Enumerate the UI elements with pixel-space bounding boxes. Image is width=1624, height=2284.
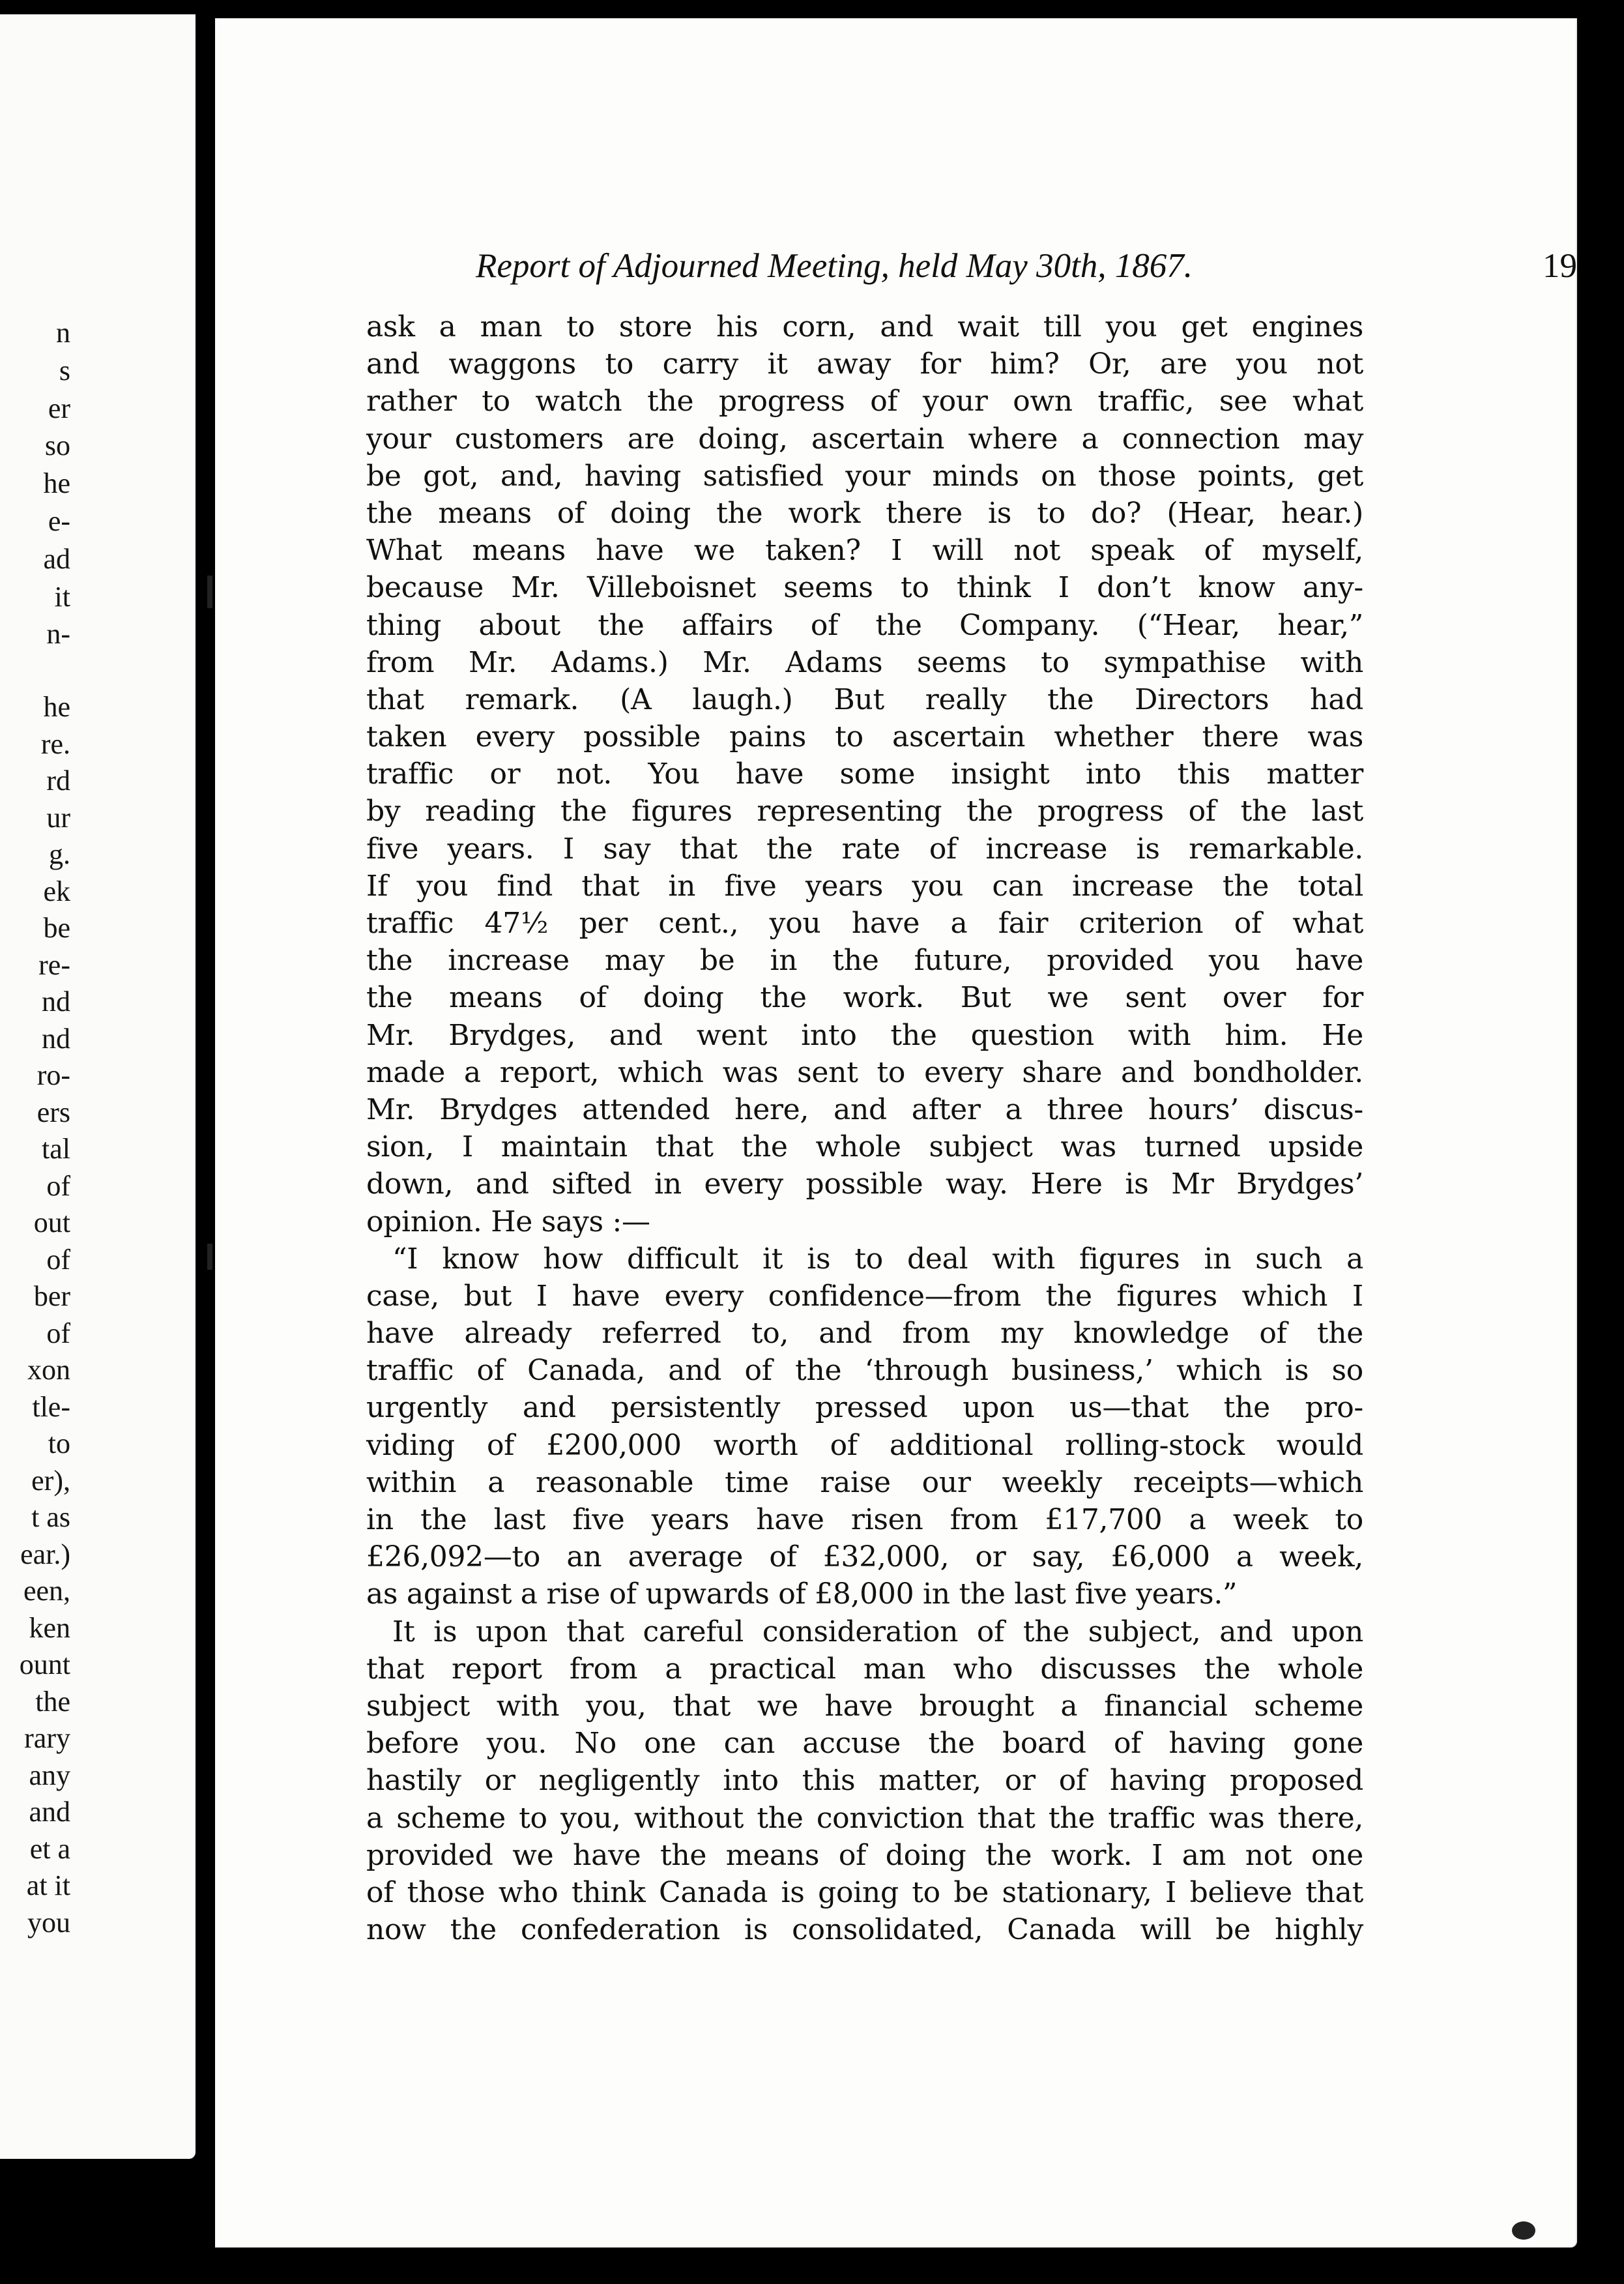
left-facing-page [0,14,196,2159]
text-line: from Mr. Adams.) Mr. Adams seems to sympathise with [366,645,1363,679]
left-page-fragment: e- [48,505,70,537]
left-page-fragment: it [54,580,70,613]
quote-line: have already referred to, and from my knowledge of the [366,1317,1363,1351]
left-page-fragment: to [48,1428,70,1459]
left-page-fragment: n [56,317,70,349]
text-line: five years. I say that the rate of increase is remarkable. [366,832,1363,866]
quote-line: in the last five years have risen from £17,700 a week to [366,1503,1363,1536]
scan-border [1577,62,1624,2284]
left-page-fragment: at it [26,1869,70,1901]
left-page-fragment: rary [24,1722,70,1754]
text-line: before you. No one can accuse the board of having gone [366,1727,1363,1761]
book-gutter [196,0,215,2284]
text-line: and waggons to carry it away for him? Or, are you not [366,347,1363,381]
text-line: that report from a practical man who discusses the whole [366,1652,1363,1686]
margin-mark [207,1244,212,1270]
left-page-fragment: be [43,912,70,944]
left-page-fragment: of [46,1317,70,1349]
text-line: rather to watch the progress of your own traffic, see what [366,385,1363,418]
left-page-fragment: et a [29,1832,70,1865]
left-page-fragment: you [27,1906,70,1939]
left-page-fragment: nd [42,986,70,1018]
text-line: traffic 47½ per cent., you have a fair criterion of what [366,907,1363,940]
quote-line: “I know how difficult it is to deal with figures in such a [392,1242,1363,1276]
left-page-fragment: er [48,392,70,424]
left-page-fragment: ek [43,875,70,907]
left-page-fragment: ur [46,801,70,834]
left-page-fragment: nd [42,1022,70,1055]
left-page-fragment: he [43,467,70,500]
text-line: the means of doing the work. But we sent over for [366,981,1363,1015]
left-page-fragment: any [29,1759,70,1791]
body-text [366,308,1363,1948]
quote-line: as against a rise of upwards of £8,000 in the last five years.” [366,1577,1238,1611]
text-line: by reading the figures representing the progress of the last [366,795,1363,828]
text-line: the means of doing the work there is to do? (Hear, hear.) [366,496,1363,530]
text-line: What means have we taken? I will not speak of myself, [366,534,1363,568]
left-page-fragment: tle- [32,1390,70,1423]
quote-line: £26,092—to an average of £32,000, or say, £6,000 a week, [366,1540,1363,1574]
text-line: of those who think Canada is going to be stationary, I believe that [366,1875,1363,1909]
left-page-fragment: s [59,354,70,387]
page-number: 19 [1543,247,1577,285]
left-page-fragment: ount [19,1648,70,1680]
text-line: sion, I maintain that the whole subject was turned upside [366,1130,1363,1164]
left-page-fragment: and [29,1796,70,1828]
left-page-fragment: t as [31,1501,70,1533]
left-page-fragment: rd [46,765,70,797]
quote-line: urgently and persistently pressed upon us—that the pro- [366,1391,1363,1425]
left-page-fragment: of [46,1169,70,1202]
left-page-fragment: g. [49,838,70,870]
text-line: ask a man to store his corn, and wait till you get engines [366,310,1363,344]
left-page-fragment: the [35,1685,70,1718]
left-page-fragment: re. [40,727,70,760]
running-title: Report of Adjourned Meeting, held May 30th, 1867. [476,247,1193,285]
left-page-fragment: ers [36,1096,70,1128]
quote-line: traffic of Canada, and of the ‘through business,’ which is so [366,1354,1363,1388]
running-header [476,240,1577,292]
left-page-fragment: ro- [36,1059,70,1091]
left-page-fragment-column-top [0,314,70,653]
left-page-fragment: re- [38,948,70,981]
text-line: because Mr. Villeboisnet seems to think I don’t know any- [366,571,1363,605]
text-line: subject with you, that we have brought a financial scheme [366,1689,1363,1723]
text-line: opinion. He says :— [366,1205,650,1238]
left-page-fragment: xon [27,1354,70,1386]
text-line: now the confederation is consolidated, Canada will be highly [366,1913,1363,1947]
text-line: a scheme to you, without the conviction that the traffic was there, [366,1801,1363,1835]
left-page-fragment: ken [29,1611,70,1644]
text-line: the increase may be in the future, provided you have [366,944,1363,978]
text-line: be got, and, having satisfied your minds on those points, get [366,459,1363,493]
scan-speck [1512,2221,1535,2240]
text-line: hastily or negligently into this matter, or of having proposed [366,1764,1363,1798]
text-line: taken every possible pains to ascertain whether there was [366,720,1363,754]
left-page-fragment: er), [31,1464,70,1497]
text-line: down, and sifted in every possible way. Here is Mr Brydges’ [366,1167,1363,1201]
text-line: traffic or not. You have some insight into this matter [366,757,1363,791]
text-line: made a report, which was sent to every share and bondholder. [366,1055,1363,1089]
left-page-fragment: ad [43,542,70,575]
left-page-fragment: een, [23,1575,70,1607]
left-page-fragment: of [46,1243,70,1276]
text-line: It is upon that careful consideration of the subject, and upon [392,1615,1363,1648]
text-line: provided we have the means of doing the work. I am not one [366,1838,1363,1872]
text-line: Mr. Brydges, and went into the question with him. He [366,1018,1363,1052]
book-page [215,18,1577,2247]
left-page-fragment: he [43,691,70,723]
left-page-fragment: out [33,1207,70,1238]
text-line: your customers are doing, ascertain where a connection may [366,422,1363,456]
quote-line: case, but I have every confidence—from the figures which I [366,1279,1363,1313]
text-line: thing about the affairs of the Company. (“Hear, hear,” [366,608,1363,642]
margin-mark [207,576,212,608]
left-page-fragment: tal [42,1133,70,1165]
left-page-fragment: so [44,430,70,462]
left-page-fragment: ber [33,1280,70,1312]
left-page-fragment: ear.) [20,1538,70,1570]
quote-line: viding of £200,000 worth of additional rolling-stock would [366,1428,1363,1462]
text-line: that remark. (A laugh.) But really the Directors had [366,682,1363,716]
text-line: Mr. Brydges attended here, and after a three hours’ discus- [366,1092,1363,1126]
text-line: If you find that in five years you can increase the total [366,869,1363,903]
left-page-fragment-column-bottom [0,689,70,1941]
quote-line: within a reasonable time raise our weekly receipts—which [366,1465,1363,1499]
left-page-fragment: n- [46,618,70,651]
